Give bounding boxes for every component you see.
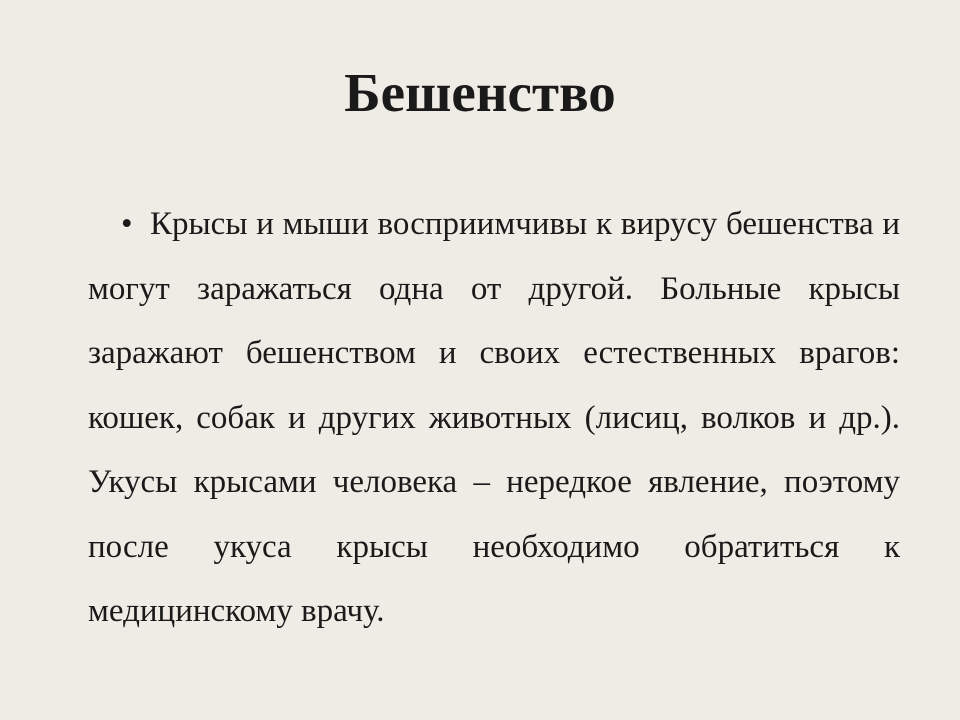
bullet-text: Крысы и мыши восприимчивы к вирусу бешенства и могут заражаться одна от другой. Больные крысы заражают бешенством и своих естественных врагов: кошек, собак и других животных (лисиц, волков и др.). Укусы крысами человека – нередкое явление, поэтому после укуса крысы необходимо обратиться к медицинскому врачу. xyxy=(88,206,900,629)
bullet-list xyxy=(88,192,900,644)
slide-title: Бешенство xyxy=(344,62,616,123)
bullet-item xyxy=(88,192,900,644)
bullet-marker: • xyxy=(121,206,133,242)
